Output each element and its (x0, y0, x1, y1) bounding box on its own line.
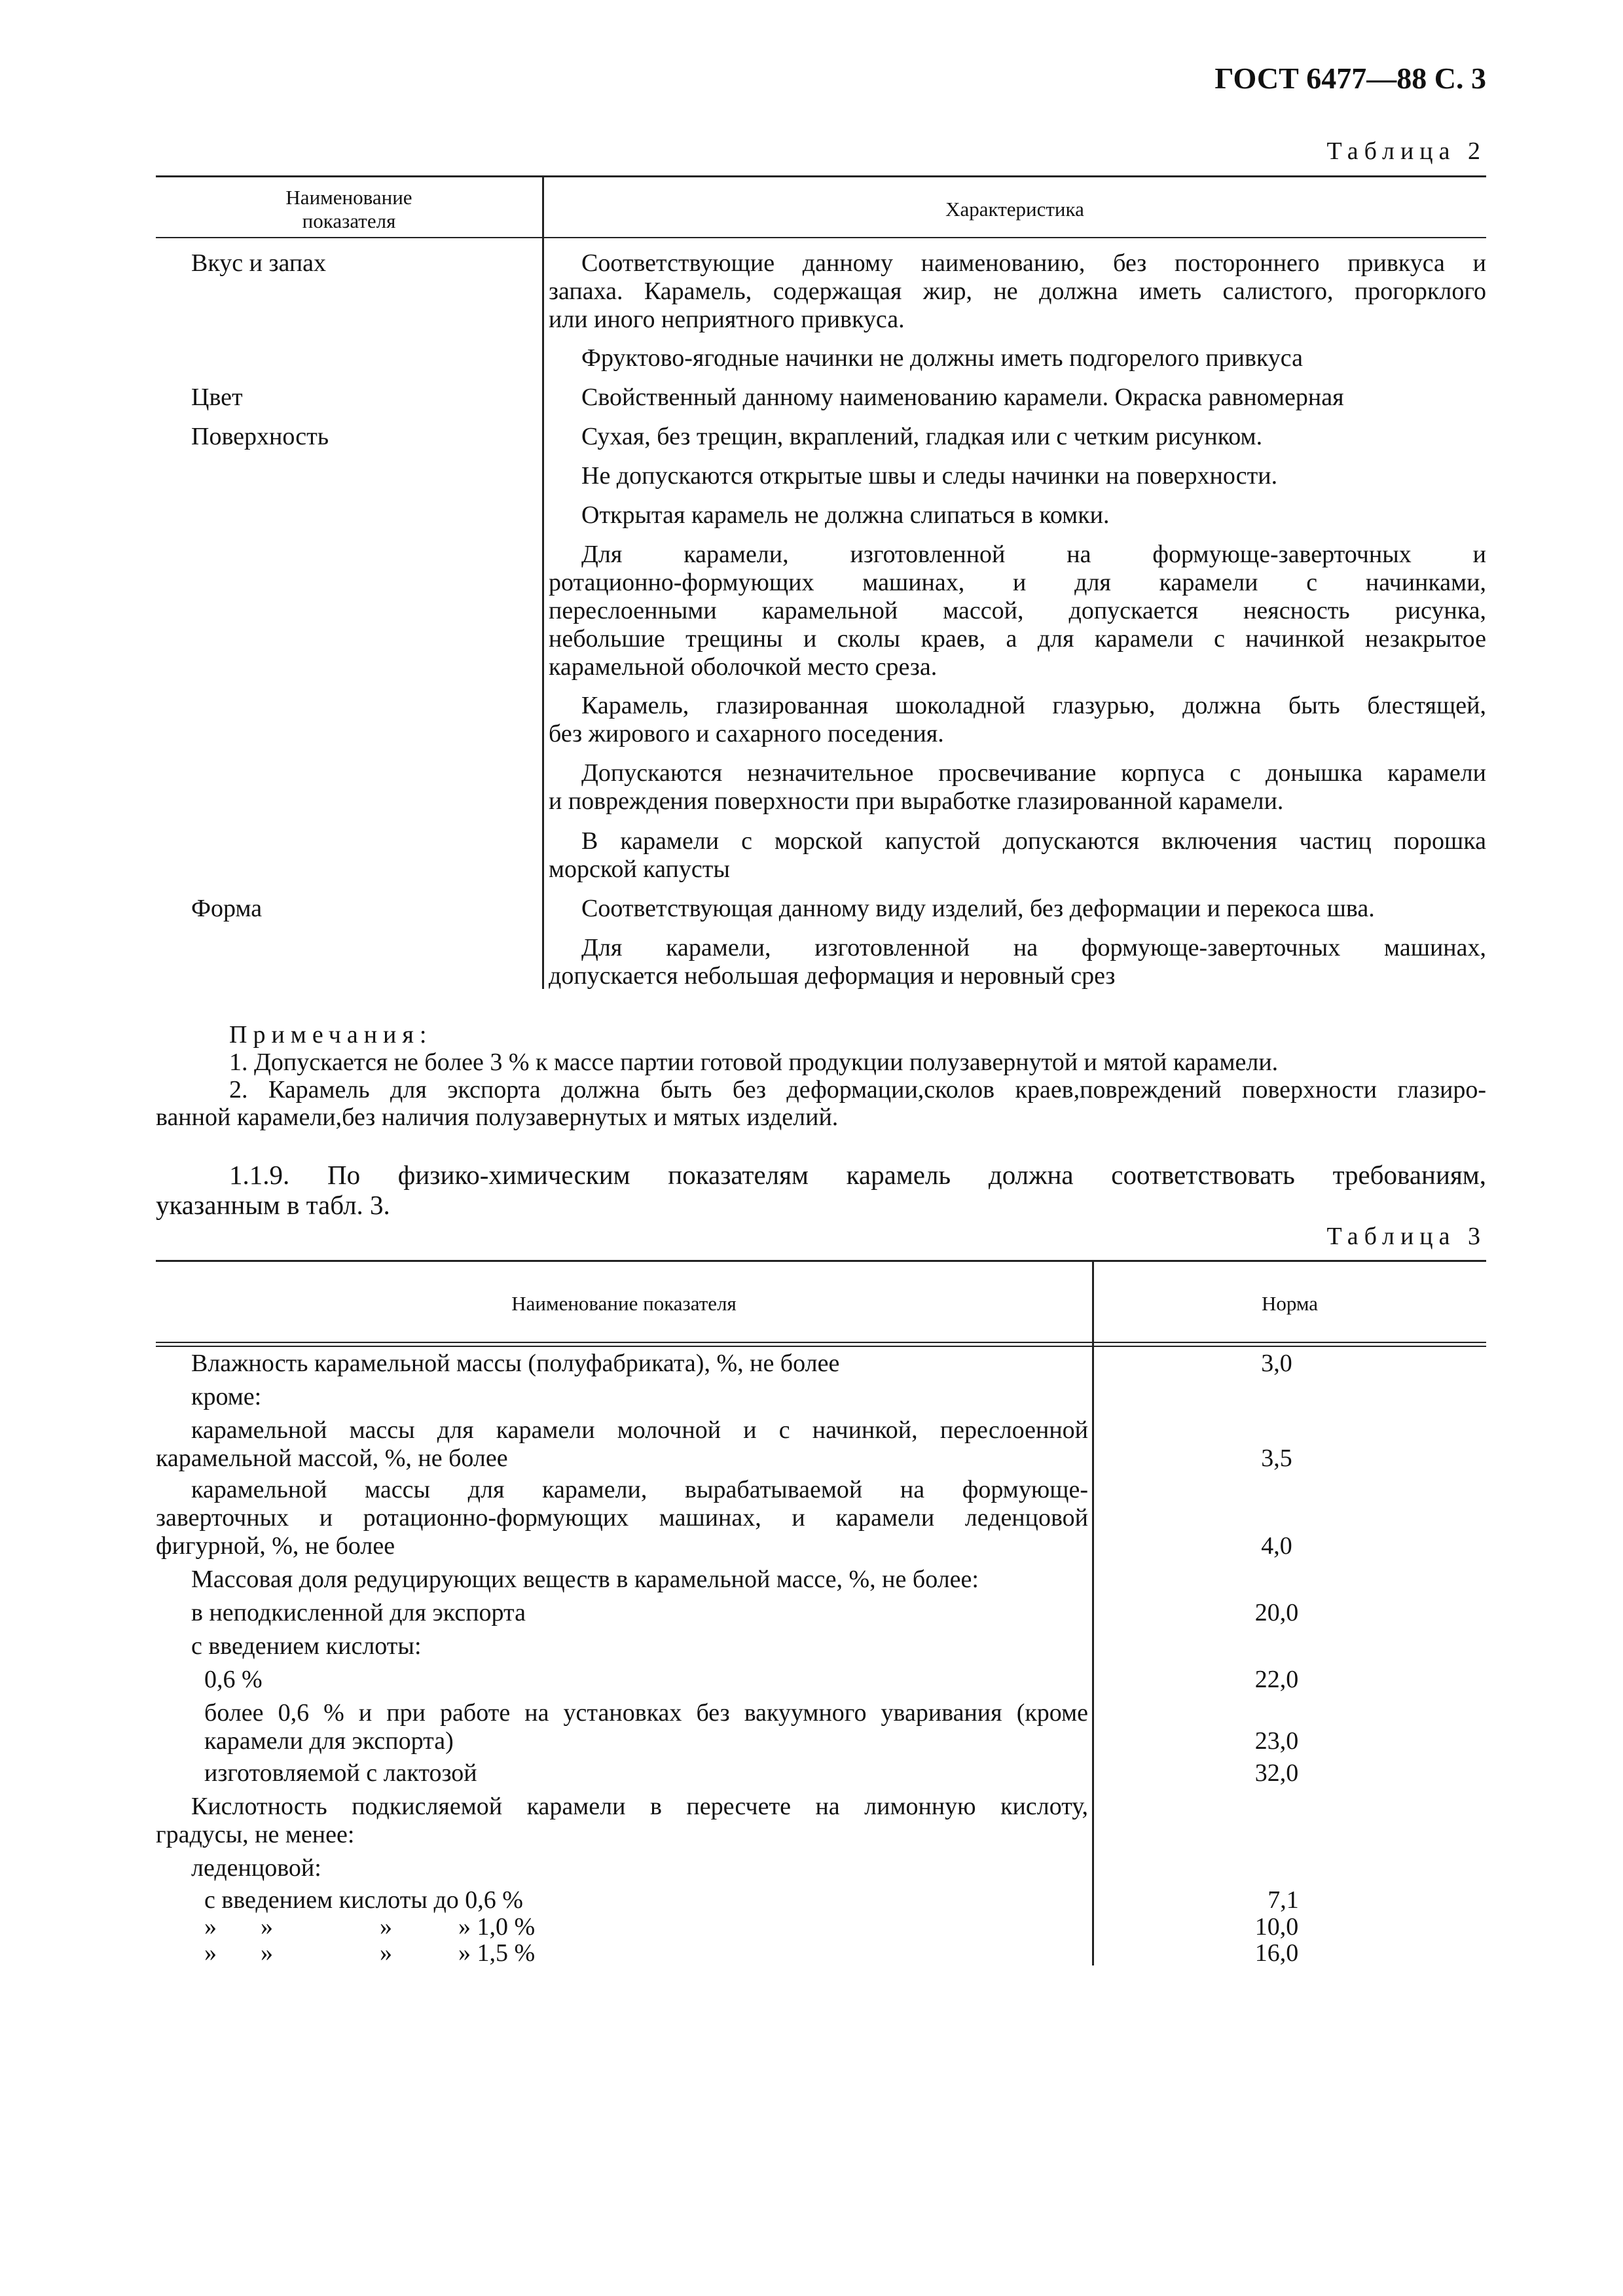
table2-surface-7-line-2: морской капусты (549, 855, 730, 883)
table2-surface-5-line-1: Карамель, глазированная шоколадной глазурью, должна быть блестящей, (581, 692, 1486, 719)
table3-header-norm: Норма (1261, 1292, 1319, 1315)
table3-row-ditto-1-mark-1: » (204, 1913, 217, 1941)
table3-header-rule-2 (156, 1346, 1486, 1347)
table2-header-rule (156, 237, 1486, 238)
table2-taste-line-2: запаха. Карамель, содержащая жир, не должна иметь салистого, прогорклого (549, 278, 1486, 305)
table2-surface-7-line-1: В карамели с морской капустой допускаются включения частиц порошка (581, 827, 1486, 855)
table3-value-unacidified: 20,0 (1254, 1599, 1299, 1626)
table2-surface-3: Открытая карамель не должна слипаться в комки. (581, 501, 1110, 529)
table2-surface-6-line-2: и повреждения поверхности при выработке глазированной карамели. (549, 787, 1284, 815)
table3-row-lollipop: леденцовой: (191, 1854, 321, 1882)
table2-surface-4-line-1: Для карамели, изготовленной на формующе-заверточных и (581, 541, 1486, 568)
table3-column-divider (1092, 1260, 1094, 1965)
table2-surface-4-line-2: ротационно-формующих машинах, и для карамели с начинками, (549, 569, 1486, 596)
table2-header-name-1: Наименование (285, 186, 412, 209)
table2-surface-1: Сухая, без трещин, вкраплений, гладкая или с четким рисунком. (581, 423, 1263, 450)
table3-row-reducing: Массовая доля редуцирующих веществ в карамельной массе, %, не более: (191, 1566, 979, 1593)
table2-taste-fillings: Фруктово-ягодные начинки не должны иметь подгорелого привкуса (581, 344, 1303, 372)
paragraph-line-2: указанным в табл. 3. (156, 1190, 390, 1220)
table3-value-acid-1-5: 16,0 (1254, 1939, 1299, 1967)
table2-surface-4-line-3: переслоенными карамельной массой, допускается неясность рисунка, (549, 597, 1486, 624)
table2-taste-line-3: или иного неприятного привкуса. (549, 306, 905, 333)
table3-row-over-0-6-line-2: карамели для экспорта) (204, 1727, 454, 1755)
table3-value-acid-1-0: 10,0 (1254, 1913, 1299, 1941)
table3-row-machine-line-2: заверточных и ротационно-формующих машинах, и карамели леденцовой (156, 1504, 1088, 1532)
table3-row-ditto-2-mark-3: » (380, 1939, 392, 1967)
table3-header-rule-1 (156, 1342, 1486, 1343)
table3-row-with-acid: с введением кислоты: (191, 1632, 422, 1660)
table3-top-rule (156, 1260, 1486, 1262)
table3-row-milk-line-2: карамельной массой, %, не более (156, 1444, 508, 1472)
table2-surface-4-line-4: небольшие трещины и сколы краев, а для карамели с начинкой незакрытое (549, 625, 1486, 653)
table2-name-taste: Вкус и запах (191, 249, 327, 277)
table3-row-over-0-6-line-1: более 0,6 % и при работе на установках без вакуумного уваривания (кроме (204, 1699, 1088, 1727)
table3-row-ditto-2-value: » 1,5 % (458, 1939, 536, 1967)
table2-surface-6-line-1: Допускаются незначительное просвечивание корпуса с донышка карамели (581, 759, 1486, 787)
table3-row-machine-line-1: карамельной массы для карамели, вырабатываемой на формующе- (191, 1476, 1088, 1503)
table3-value-milk: 3,5 (1261, 1444, 1292, 1472)
table2-taste-line-1: Соответствующие данному наименованию, без постороннего привкуса и (581, 249, 1486, 277)
table2-column-divider (542, 175, 544, 989)
table2-name-color: Цвет (191, 384, 243, 411)
table3-row-lactose: изготовляемой с лактозой (204, 1759, 477, 1787)
table3-caption: Таблица 3 (1326, 1223, 1486, 1250)
table2-header-name-2: показателя (302, 209, 396, 232)
note-2-line-2: ванной карамели,без наличия полузавернутых и мятых изделий. (156, 1103, 839, 1131)
table2-header-characteristic: Характеристика (945, 198, 1084, 221)
table2-top-rule (156, 175, 1486, 177)
table3-row-acidity-line-2: градусы, не менее: (156, 1821, 355, 1848)
table3-row-0-6: 0,6 % (204, 1666, 263, 1693)
table2-shape-2-line-2: допускается небольшая деформация и неровный срез (549, 962, 1116, 990)
table3-row-except: кроме: (191, 1383, 262, 1410)
table3-row-acidity-line-1: Кислотность подкисляемой карамели в пересчете на лимонную кислоту, (191, 1793, 1088, 1820)
table3-value-lactose: 32,0 (1254, 1759, 1299, 1787)
table2-shape-2-line-1: Для карамели, изготовленной на формующе-заверточных машинах, (581, 934, 1486, 961)
table3-value-acid-0-6: 7,1 (1267, 1886, 1299, 1914)
table3-value-moisture: 3,0 (1261, 1350, 1292, 1377)
table3-row-machine-line-3: фигурной, %, не более (156, 1532, 395, 1560)
table3-row-acid-0-6: с введением кислоты до 0,6 % (204, 1886, 523, 1914)
note-2-line-1: 2. Карамель для экспорта должна быть без деформации,сколов краев,повреждений поверхности глазиро- (229, 1076, 1486, 1103)
notes-title: Примечания: (229, 1021, 433, 1049)
table2-surface-5-line-2: без жирового и сахарного поседения. (549, 720, 944, 747)
table3-value-machine: 4,0 (1261, 1532, 1292, 1560)
table3-row-ditto-2-mark-1: » (204, 1939, 217, 1967)
table3-row-ditto-1-value: » 1,0 % (458, 1913, 536, 1941)
paragraph-line-1: 1.1.9. По физико-химическим показателям карамель должна соответствовать требованиям, (229, 1160, 1486, 1190)
note-1: 1. Допускается не более 3 % к массе партии готовой продукции полузавернутой и мятой карамели. (229, 1049, 1279, 1076)
table2-surface-4-line-5: карамельной оболочкой место среза. (549, 653, 938, 681)
table3-value-0-6: 22,0 (1254, 1666, 1299, 1693)
table2-name-shape: Форма (191, 895, 263, 922)
table3-row-ditto-1-mark-3: » (380, 1913, 392, 1941)
table3-value-over-0-6: 23,0 (1254, 1727, 1299, 1755)
table3-row-ditto-1-mark-2: » (261, 1913, 273, 1941)
table2-surface-2: Не допускаются открытые швы и следы начинки на поверхности. (581, 462, 1278, 490)
table3-row-unacidified: в неподкисленной для экспорта (191, 1599, 526, 1626)
table3-row-moisture: Влажность карамельной массы (полуфабриката), %, не более (191, 1350, 840, 1377)
table2-caption: Таблица 2 (1326, 137, 1486, 165)
table2-shape-1: Соответствующая данному виду изделий, без деформации и перекоса шва. (581, 895, 1375, 922)
table3-row-ditto-2-mark-2: » (261, 1939, 273, 1967)
page-header: ГОСТ 6477—88 С. 3 (1214, 62, 1486, 95)
table3-row-milk-line-1: карамельной массы для карамели молочной и с начинкой, переслоенной (191, 1416, 1088, 1444)
table2-color-text: Свойственный данному наименованию карамели. Окраска равномерная (581, 384, 1344, 411)
table2-name-surface: Поверхность (191, 423, 329, 450)
table3-header-name: Наименование показателя (511, 1292, 737, 1315)
